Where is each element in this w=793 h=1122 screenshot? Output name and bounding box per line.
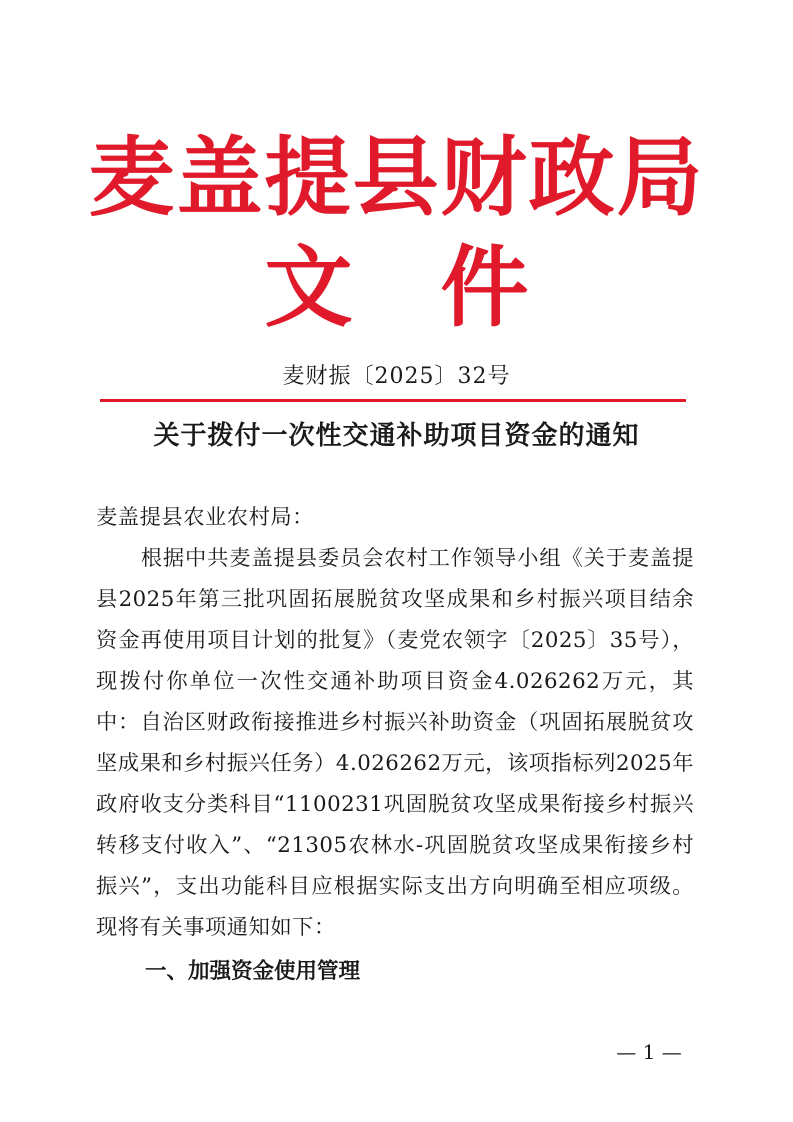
document-type-char-1: 文 <box>264 236 353 339</box>
document-body <box>96 497 694 948</box>
issuing-authority-title: 麦盖提县财政局 <box>88 128 705 228</box>
document-type-title <box>0 238 793 338</box>
notice-title: 关于拨付一次性交通补助项目资金的通知 <box>153 421 640 451</box>
page-number: — 1 — <box>616 1040 682 1064</box>
section-heading-1: 一、加强资金使用管理 <box>145 959 361 984</box>
red-divider-line <box>100 399 686 402</box>
salutation: 麦盖提县农业农村局： <box>96 505 314 530</box>
document-type-char-2: 件 <box>440 236 529 339</box>
document-number: 麦财振〔2025〕32号 <box>282 364 511 389</box>
body-paragraph-1: 根据中共麦盖提县委员会农村工作领导小组《关于麦盖提县2025年第三批巩固拓展脱贫攻坚成果和乡村振兴项目结余资金再使用项目计划的批复》（麦党农领字〔2025〕35号），现拨付你单位一次性交通补助项目资金4.026262万元，其中：自治区财政衔接推进乡村振兴补助资金（巩固拓展脱贫攻坚成果和乡村振兴任务）4.026262万元，该项指标列2025年政府收支分类科目“1100231巩固脱贫攻坚成果衔接乡村振兴转移支付收入”、“21305农林水-巩固脱贫攻坚成果衔接乡村振兴”，支出功能科目应根据实际支出方向明确至相应项级。现将有关事项通知如下： <box>96 546 694 940</box>
